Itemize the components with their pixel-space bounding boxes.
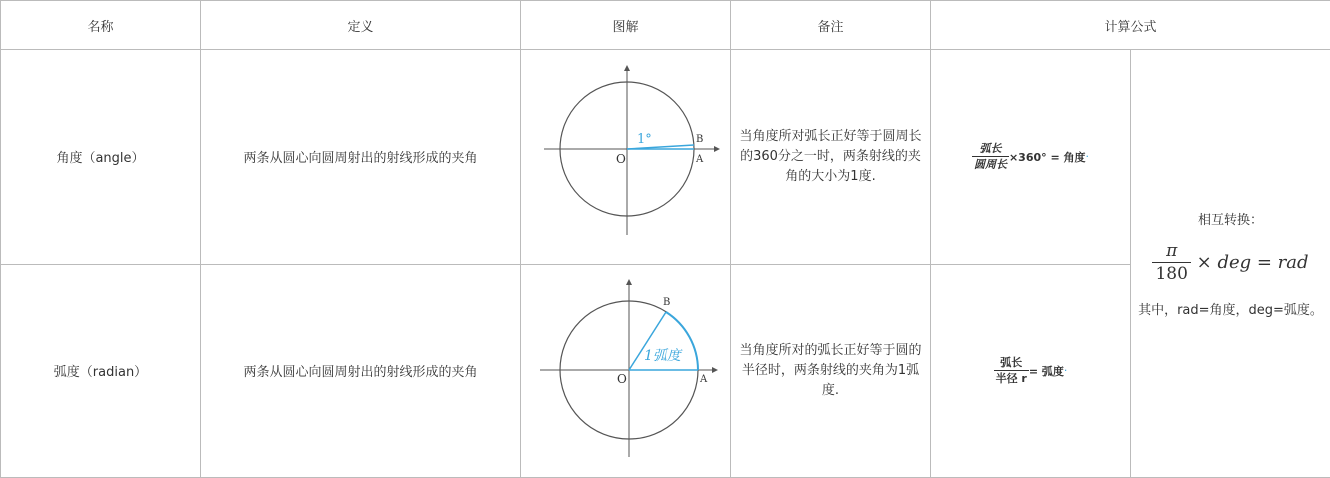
point-b-label: B [662,296,670,308]
denominator: 圆周长 [973,158,1007,172]
center-label: O [616,371,627,386]
header-note: 备注 [731,1,931,50]
row-name: 角度（angle） [1,50,201,264]
dot-icon: · [1063,363,1068,377]
point-a-label: A [699,373,707,385]
degree-diagram [526,65,726,245]
formula-tail: ×360° = 角度 [1008,150,1086,164]
point-a-label: A [695,153,703,165]
row-note: 当角度所对弧长正好等于圆周长的360分之一时，两条射线的夹角的大小为1度. [731,50,931,264]
center-label: O [615,151,626,166]
header-row [1,1,1330,50]
header-formula: 计算公式 [931,1,1330,50]
conversion-note: 其中，rad=角度，deg=弧度。 [1138,303,1323,319]
degree-diagram-cell [521,50,731,264]
row-name: 弧度（radian） [1,264,201,477]
y-axis-arrow [626,279,632,285]
dot-icon: · [1085,149,1090,163]
conversion-fraction [1152,240,1190,285]
angle-label: 1弧度 [643,347,681,364]
radian-formula [994,356,1068,386]
fraction [994,355,1029,386]
conversion-formula [1131,240,1330,285]
row-formula [931,50,1131,264]
fraction [972,141,1009,172]
conversion-denominator: 180 [1155,264,1188,285]
conversion-numerator: π [1152,240,1190,263]
numerator: 弧长 [994,355,1029,371]
degree-formula [972,142,1090,172]
table-row [1,50,1330,264]
y-axis-arrow [624,65,630,71]
formula-tail: = 弧度 [1028,364,1064,378]
conversion-rest: × deg = rad [1196,252,1309,274]
denominator: 半径 r [995,372,1027,386]
conversion-cell [1131,50,1330,478]
x-axis-arrow [714,146,720,152]
row-definition: 两条从圆心向圆周射出的射线形成的夹角 [201,264,521,477]
point-b-label: B [695,133,703,145]
radian-diagram-cell [521,264,731,477]
header-name: 名称 [1,1,201,50]
row-definition: 两条从圆心向圆周射出的射线形成的夹角 [201,50,521,264]
conversion-title: 相互转换： [1198,213,1264,229]
radian-diagram [526,279,726,459]
header-definition: 定义 [201,1,521,50]
angle-label: 1° [636,131,652,147]
header-diagram: 图解 [521,1,731,50]
row-note: 当角度所对的弧长正好等于圆的半径时，两条射线的夹角为1弧度. [731,264,931,477]
x-axis-arrow [712,367,718,373]
numerator: 弧长 [972,141,1009,157]
row-formula [931,264,1131,477]
